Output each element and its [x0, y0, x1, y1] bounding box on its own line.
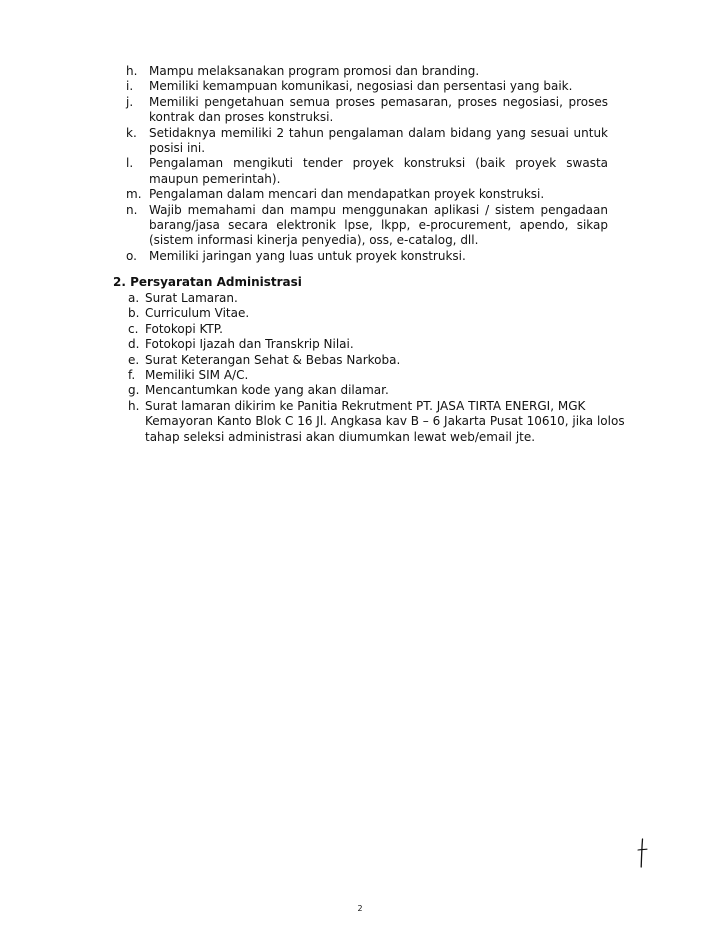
- list-item-label: h.: [128, 398, 140, 413]
- list-item-text: Pengalaman mengikuti tender proyek konstruksi (baik proyek swasta maupun pemerintah).: [149, 156, 608, 186]
- list-item-label: d.: [128, 337, 140, 352]
- paraf-initial-mark: [634, 838, 650, 868]
- list-item-text: Memiliki kemampuan komunikasi, negosiasi dan persentasi yang baik.: [149, 79, 573, 94]
- list-item-label: m.: [126, 187, 142, 202]
- list-item-label: l.: [126, 156, 134, 171]
- list-item-label: k.: [126, 125, 137, 140]
- list-item-text: Fotokopi Ijazah dan Transkrip Nilai.: [145, 337, 354, 352]
- list-item-label: i.: [126, 79, 134, 94]
- list-item-text: Setidaknya memiliki 2 tahun pengalaman dalam bidang yang sesuai untuk posisi ini.: [149, 125, 608, 156]
- list-item-label: g.: [128, 383, 140, 398]
- list-item: [128, 306, 638, 321]
- list-item-label: j.: [126, 94, 134, 109]
- list-item: [128, 399, 638, 445]
- list-item-label: b.: [128, 306, 140, 321]
- list-item-text: Surat lamaran dikirim ke Panitia Rekrutment PT. JASA TIRTA ENERGI, MGK Kemayoran Kanto Blok C 16 Jl. Angkasa kav B – 6 Jakarta Pusat 10610, jika lolos tahap seleksi administrasi akan diumumkan lewat web/email jte.: [145, 398, 625, 444]
- list-item-label: e.: [128, 352, 140, 367]
- list-item-text: Surat Lamaran.: [145, 291, 238, 305]
- list-item: [128, 322, 638, 337]
- list-item: [126, 249, 608, 264]
- list-item-text: Surat Keterangan Sehat & Bebas Narkoba.: [145, 352, 401, 367]
- list-item-text: Memiliki SIM A/C.: [145, 368, 249, 383]
- list-item-text: Memiliki pengetahuan semua proses pemasaran, proses negosiasi, proses kontrak dan proses konstruksi.: [149, 94, 608, 125]
- list-item-label: o.: [126, 248, 137, 263]
- list-item: [126, 79, 608, 94]
- list-item: [126, 126, 608, 157]
- list-item: [128, 368, 638, 383]
- page-number: 2: [357, 904, 363, 913]
- list-item: [126, 156, 608, 187]
- list-item: [128, 353, 638, 368]
- list-item-text: Memiliki jaringan yang luas untuk proyek konstruksi.: [149, 248, 466, 263]
- list-item: [126, 64, 608, 79]
- list-item: [126, 95, 608, 126]
- requirements-list-continued: [126, 64, 608, 264]
- list-item-label: h.: [126, 64, 138, 78]
- list-item: [128, 337, 638, 352]
- list-item-text: Pengalaman dalam mencari dan mendapatkan proyek konstruksi.: [149, 187, 545, 202]
- list-item: [128, 291, 638, 306]
- list-item-text: Curriculum Vitae.: [145, 306, 250, 321]
- list-item-label: f.: [128, 368, 136, 383]
- list-item-text: Wajib memahami dan mampu menggunakan aplikasi / sistem pengadaan barang/jasa secara elektronik lpse, lkpp, e-procurement, apendo, sikap (sistem informasi kinerja penyedia), oss, e-catalog, dll.: [149, 202, 608, 248]
- list-item-label: c.: [128, 321, 139, 336]
- list-item-text: Mampu melaksanakan program promosi dan branding.: [149, 64, 480, 78]
- list-item: [126, 187, 608, 202]
- list-item-text: Fotokopi KTP.: [145, 321, 223, 336]
- section-heading: 2. Persyaratan Administrasi: [113, 275, 302, 289]
- list-item: [126, 203, 608, 249]
- administrative-requirements-list: [128, 291, 638, 445]
- list-item-label: a.: [128, 291, 140, 305]
- list-item: [128, 383, 638, 398]
- list-item-text: Mencantumkan kode yang akan dilamar.: [145, 383, 389, 398]
- list-item-label: n.: [126, 202, 138, 217]
